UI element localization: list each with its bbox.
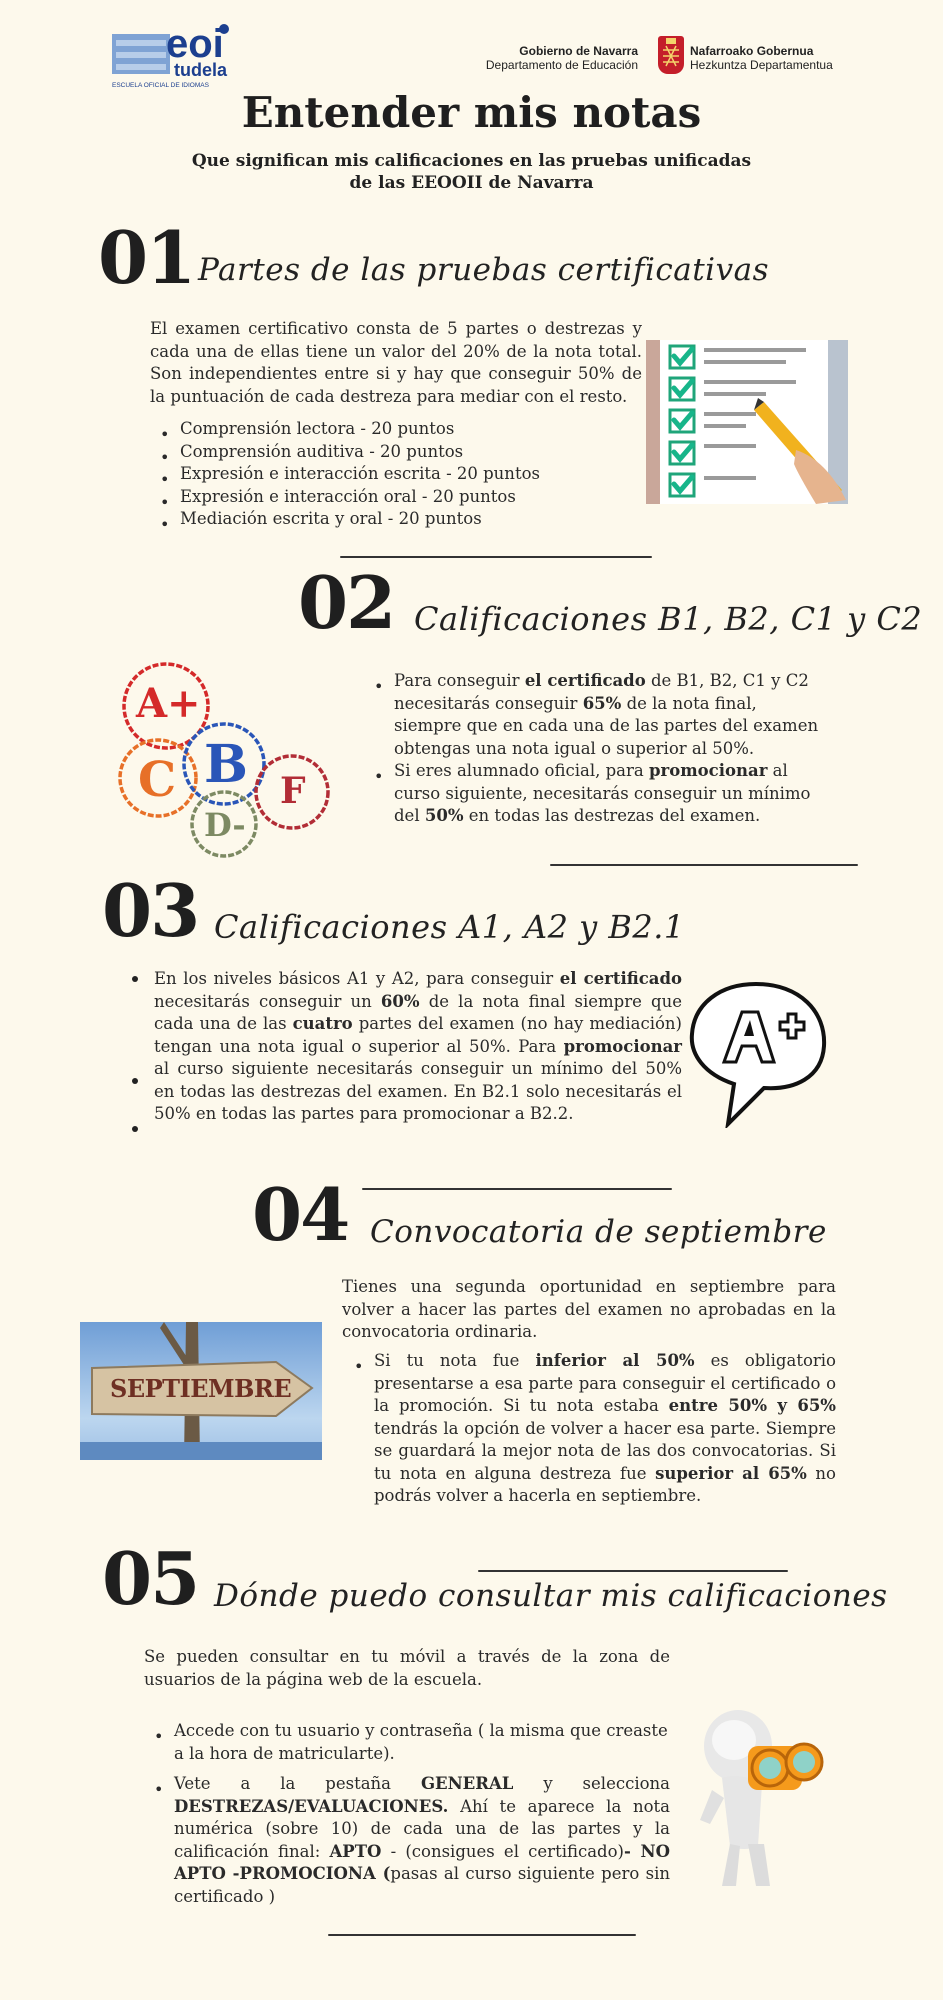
section-heading-04: Convocatoria de septiembre <box>370 1214 827 1250</box>
binoculars-figure-image <box>698 1706 832 1892</box>
gov-line3: Nafarroako Gobernua <box>690 44 814 58</box>
divider-5 <box>328 1934 636 1936</box>
section-heading-02: Calificaciones B1, B2, C1 y C2 <box>414 600 923 638</box>
s4-paragraph: Tienes una segunda oportunidad en septiembre para volver a hacer las partes del examen no aprobadas en la convocatoria ordinaria. <box>342 1277 836 1341</box>
navarra-shield-icon <box>658 36 684 74</box>
list-item: • Expresión e interacción oral - 20 puntos <box>158 486 638 509</box>
sign-text: SEPTIEMBRE <box>110 1374 292 1403</box>
list-item: • Comprensión lectora - 20 puntos <box>158 418 638 441</box>
s2-list <box>372 670 832 828</box>
list-item: • Si eres alumnado oficial, para promocionar al curso siguiente, necesitarás conseguir un mínimo del 50% en todas las destrezas del examen. <box>372 760 832 828</box>
s1-list <box>158 418 638 531</box>
logo-eoi-text: eoi <box>166 22 224 66</box>
list-item: • Vete a la pestaña GENERAL y selecciona DESTREZAS/EVALUACIONES. Ahí te aparece la nota numérica (sobre 10) de cada una de las partes y la calificación final: APTO - (consigues el certificado)- NO APTO -PROMOCIONA (pasas al curso siguiente pero sin certificado ) <box>152 1773 670 1908</box>
divider-3 <box>362 1188 672 1190</box>
list-item: • Accede con tu usuario y contraseña ( la misma que creaste a la hora de matricularte). <box>152 1720 670 1765</box>
gov-line2: Departamento de Educación <box>485 58 638 72</box>
page-subtitle <box>0 150 943 194</box>
stamp-a-plus: A+ <box>136 680 201 727</box>
stamp-d-minus: D- <box>204 806 246 844</box>
grade-stamps-image <box>114 660 334 860</box>
section-number-02: 02 <box>298 560 395 645</box>
gov-line4: Hezkuntza Departamentua <box>690 58 833 72</box>
page-title: Entender mis notas <box>241 88 702 137</box>
checklist-image <box>646 340 848 504</box>
subtitle-line2: de las EEOOII de Navarra <box>349 173 594 193</box>
list-item: • Mediación escrita y oral - 20 puntos <box>158 508 638 531</box>
section-heading-05: Dónde puedo consultar mis calificaciones <box>214 1578 888 1614</box>
s3-paragraph: En los niveles básicos A1 y A2, para conseguir el certificado necesitarás conseguir un 60% de la nota final siempre que cada una de las cuatro partes del examen (no hay mediación) tengan una nota igual o superior al 50%. Para promocionar al curso siguiente necesitarás conseguir un mínimo del 50% en todas las destrezas del examen. En B2.1 solo necesitarás el 50% en todas las partes para promocionar a B2.2. <box>154 969 682 1123</box>
s4-list <box>352 1350 836 1508</box>
s1-paragraph: El examen certificativo consta de 5 partes o destrezas y cada una de ellas tiene un valor del 20% de la nota total. Son independientes entre si y hay que conseguir 50% de la puntuación de cada destreza para mediar con el resto. <box>150 319 642 406</box>
stamp-f: F <box>280 770 306 812</box>
logo-city: tudela <box>174 60 228 80</box>
divider-4 <box>478 1570 788 1572</box>
list-item: • Comprensión auditiva - 20 puntos <box>158 441 638 464</box>
eoi-logo <box>106 22 236 92</box>
speech-bubble-a-plus <box>684 978 830 1128</box>
list-item: • Si tu nota fue inferior al 50% es obligatorio presentarse a esa parte para conseguir el certificado o la promoción. Si tu nota estaba entre 50% y 65% tendrás la opción de volver a hacer esa parte. Siempre se guardará la mejor nota de las dos convocatorias. Si tu nota en alguna destreza fue superior al 65% no podrás volver a hacerla en septiembre. <box>352 1350 836 1508</box>
gov-navarra-logo <box>480 44 860 80</box>
bullet-dots-s3 <box>132 976 142 1136</box>
section-number-03: 03 <box>102 868 199 953</box>
list-item: • Expresión e interacción escrita - 20 puntos <box>158 463 638 486</box>
section-heading-01: Partes de las pruebas certificativas <box>198 252 770 288</box>
logo-sub: ESCUELA OFICIAL DE IDIOMAS <box>112 82 209 89</box>
gov-line1: Gobierno de Navarra <box>519 44 638 58</box>
section-number-05: 05 <box>102 1536 199 1621</box>
stamp-b: B <box>204 734 248 795</box>
september-sign-image <box>80 1322 322 1460</box>
subtitle-line1: Que significan mis calificaciones en las pruebas unificadas <box>191 151 752 171</box>
s5-list <box>152 1720 670 1908</box>
stamp-c: C <box>138 752 177 808</box>
divider-2 <box>550 864 858 866</box>
list-item: • Para conseguir el certificado de B1, B2, C1 y C2 necesitarás conseguir 65% de la nota final, siempre que en cada una de las partes del examen obtengas una nota igual o superior al 50%. <box>372 670 832 760</box>
section-number-01: 01 <box>98 215 195 300</box>
section-number-04: 04 <box>252 1172 349 1257</box>
divider-1 <box>340 556 652 558</box>
section-heading-03: Calificaciones A1, A2 y B2.1 <box>214 908 685 946</box>
s5-paragraph: Se pueden consultar en tu móvil a través de la zona de usuarios de la página web de la escuela. <box>144 1647 670 1689</box>
